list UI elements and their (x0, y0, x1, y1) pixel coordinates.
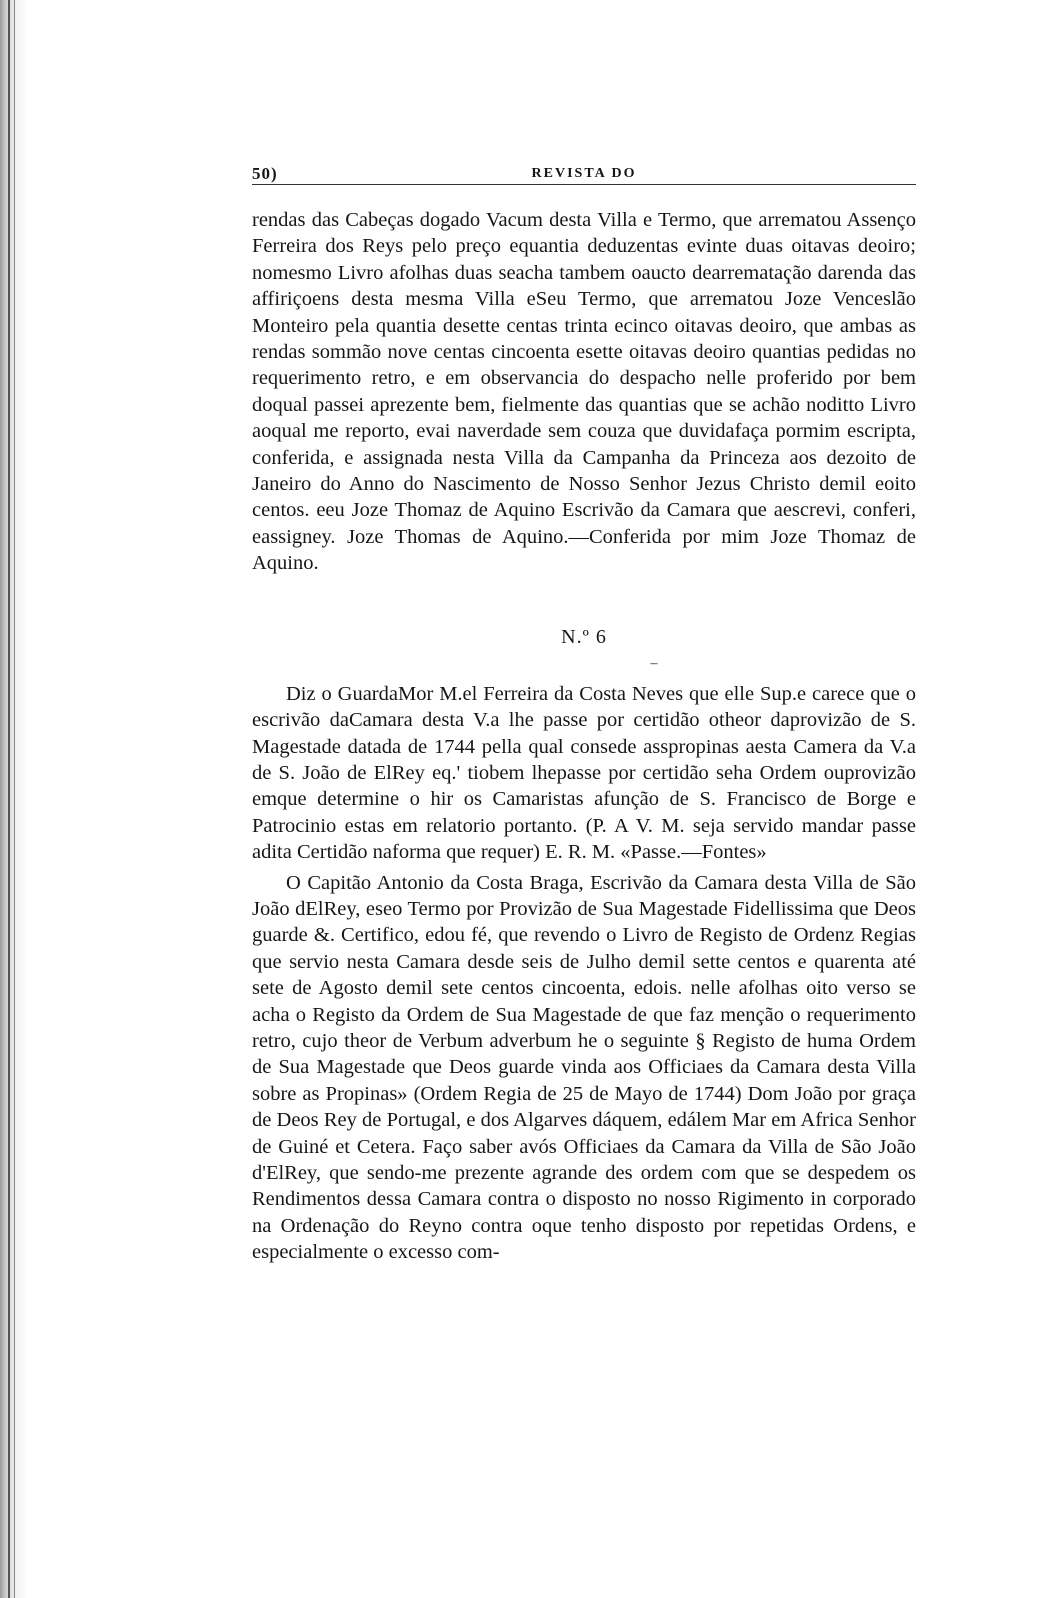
paragraph-rendas: rendas das Cabeças dogado Vacum desta Villa e Termo, que arrematou Assenço Ferreira dos Reys pelo preço equantia deduzentas evinte duas oitavas deoiro; nomesmo Livro afolhas duas seacha tambem oaucto dearremataҁão darenda das affiriçoens desta mesma Villa eSeu Termo, que arrematou Joze Venceslão Monteiro pela quantia desette centas trinta ecinco oitavas deoiro, que ambas as rendas sommão nove centas cincoenta esette oitavas deoiro quantias pedidas no requerimento retro, e em observancia do despacho nelle proferido por bem doqual passei aprezente bem, fielmente das quantias que se achão noditto Livro aoqual me reporto, evai naverdade sem couza que duvidafaça pormim escripta, conferida, e assignada nesta Villa da Campanha da Princeza aos dezoito de Janeiro do Anno do Nascimento de Nosso Senhor Jezus Christo demil eoito centos. eeu Joze Thomaz de Aquino Escrivão da Camara que aescrevi, conferi, eassigney. Joze Thomas de Aquino.—Conferida por mim Joze Thomaz de Aquino. (252, 209, 916, 575)
printed-page (252, 150, 916, 1266)
paragraph-certificate: O Capitão Antonio da Costa Braga, Escrivão da Camara desta Villa de São João dElRey, eseo Termo por Provizão de Sua Magestade Fidellissima que Deos guarde &. Certifico, edou fé, que revendo o Livro de Registo de Ordenz Regias que servio nesta Camara desde seis de Julho demil sette centos e quarenta até sete de Agosto demil sete centos cincoenta, edois. nelle afolhas oito verso se acha o Registo da Ordem de Sua Magestade de que faz menção o requerimento retro, cujo theor de Verbum adverbum he o seguinte § Registo de huma Ordem de Sua Magestade que Deos guarde vinda aos Officiaes da Camara desta Villa sobre as Propinas» (Ordem Regia de 25 de Mayo de 1744) Dom João por graça de Deos Rey de Portugal, e dos Algarves dáquem, edálem Mar em Africa Senhor de Guiné et Cetera. Faço saber avós Officiaes da Camara da Villa de São João d'ElRey, que sendo-me prezente agrande des ordem com que se despedem os Rendimentos dessa Camara contra o disposto no nosso Rigimento in corporado na Ordenação do Reyno contra oque tenho disposto por repetidas Ordens, e especialmente o excesso com- (252, 871, 916, 1264)
binding-edge-line (8, 0, 10, 1598)
section-heading: N.º 6 (561, 625, 607, 648)
page-number: 50) (252, 164, 278, 183)
journal-title: REVISTA DO (531, 166, 637, 181)
running-header (252, 150, 916, 185)
section-divider: – (650, 655, 658, 671)
binding-edge-line-secondary (14, 0, 15, 1598)
paragraph-petition: Diz o GuardaMor M.el Ferreira da Costa Neves que elle Sup.e carece que o escrivão daCamara desta V.a lhe passe por certidão otheor daprovizão de S. Magestade datada de 1744 pella qual consede asspropinas aesta Camera da V.a de S. João de ElRey eq.' tiobem lhepasse por certidão seha Ordem ouprovizão emque determine o hir os Camaristas afunção de S. Francisco de Borge e Patrocinio estas em relatorio portanto. (P. A V. M. seja servido mandar passe adita Certidão naforma que requer) E. R. M. «Passe.—Fontes» (252, 682, 916, 864)
